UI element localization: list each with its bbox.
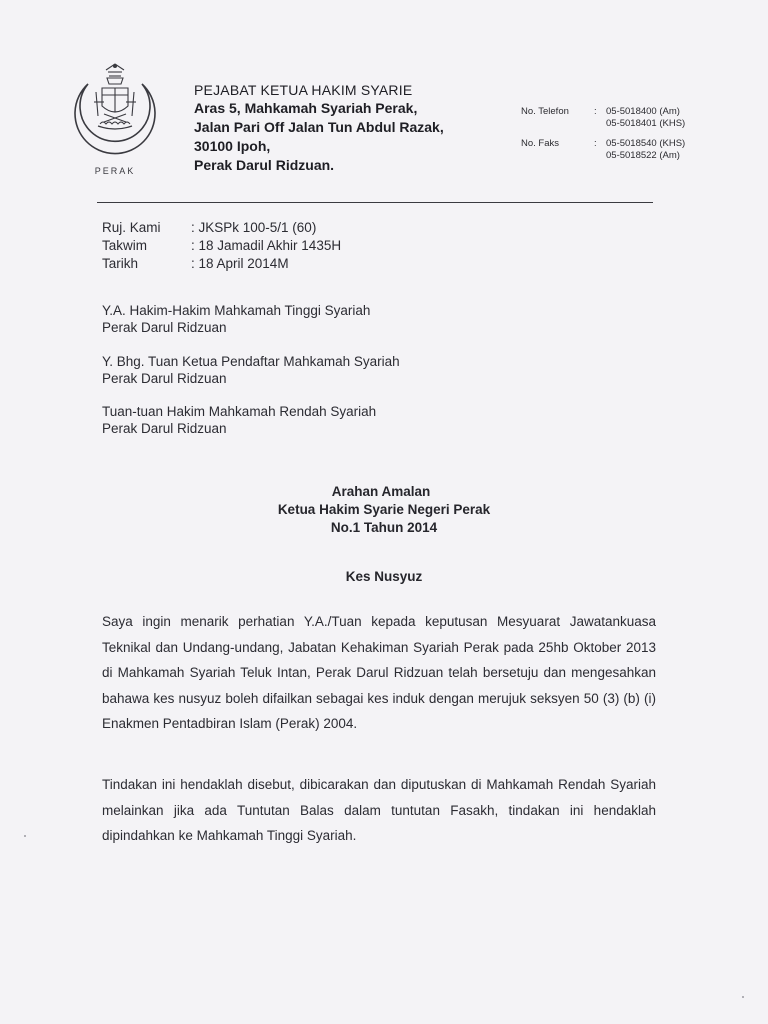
contact-info — [521, 106, 685, 170]
fax-value: 05-5018522 (Am) — [606, 149, 680, 161]
body-paragraph-1 — [102, 609, 656, 737]
scan-speck — [742, 996, 744, 998]
header-divider — [97, 202, 653, 203]
office-title: PEJABAT KETUA HAKIM SYARIE — [194, 82, 413, 98]
addressee-name: Y.A. Hakim-Hakim Mahkamah Tinggi Syariah — [102, 303, 371, 318]
fax-colon: : — [594, 138, 597, 149]
reference-label: Ruj. Kami — [102, 220, 161, 235]
paragraph-text: Tindakan ini hendaklah disebut, dibicarakan dan diputuskan di Mahkamah Rendah Syariah melainkan jika ada Tuntutan Balas dalam tuntutan Fasakh, tindakan ini hendaklah dipindahkan ke Mahkamah Tinggi Syariah. — [102, 777, 656, 843]
addressee-location: Perak Darul Ridzuan — [102, 320, 227, 335]
letterhead — [194, 82, 444, 175]
fax-value: 05-5018540 (KHS) — [606, 138, 686, 149]
heading-line-3: No.1 Tahun 2014 — [330, 520, 438, 535]
subject-title: Kes Nusyuz — [345, 569, 423, 584]
reference-value: : JKSPk 100-5/1 (60) — [191, 220, 317, 235]
addressee-name: Tuan-tuan Hakim Mahkamah Rendah Syariah — [102, 404, 377, 419]
reference-label: Tarikh — [102, 256, 139, 271]
address-line-1: Aras 5, Mahkamah Syariah Perak, — [194, 100, 418, 116]
reference-value: : 18 April 2014M — [191, 256, 289, 271]
phone-value: 05-5018400 (Am) — [606, 106, 680, 117]
phone-colon: : — [594, 106, 597, 117]
reference-value: : 18 Jamadil Akhir 1435H — [191, 238, 342, 253]
address-line-4: Perak Darul Ridzuan. — [194, 157, 335, 173]
phone-row — [521, 106, 685, 129]
perak-crest-logo — [68, 62, 162, 180]
addressee — [102, 302, 370, 336]
addressee — [102, 353, 400, 387]
addressee-name: Y. Bhg. Tuan Ketua Pendaftar Mahkamah Syariah — [102, 354, 400, 369]
fax-row — [521, 138, 685, 161]
heading-line-1: Arahan Amalan — [331, 484, 431, 499]
address-line-2: Jalan Pari Off Jalan Tun Abdul Razak, — [194, 119, 444, 135]
reference-row — [102, 255, 341, 273]
phone-label: No. Telefon — [521, 106, 569, 117]
fax-label: No. Faks — [521, 138, 560, 149]
paragraph-text: Saya ingin menarik perhatian Y.A./Tuan kepada keputusan Mesyuarat Jawatankuasa Teknikal dan Undang-undang, Jabatan Kehakiman Syariah Perak pada 25hb Oktober 2013 di Mahkamah Syariah Teluk Intan, Perak Darul Ridzuan telah bersetuju dan mengesahkan bahawa kes nusyuz boleh difailkan sebagai kes induk dengan merujuk seksyen 50 (3) (b) (i) Enakmen Pentadbiran Islam (Perak) 2004. — [102, 614, 656, 731]
document-heading — [0, 483, 768, 537]
body-paragraph-2 — [102, 772, 656, 849]
scan-speck — [24, 835, 26, 837]
reference-label: Takwim — [102, 238, 148, 253]
addressee-location: Perak Darul Ridzuan — [102, 421, 227, 436]
heading-line-2: Ketua Hakim Syarie Negeri Perak — [277, 502, 491, 517]
reference-row — [102, 219, 341, 237]
reference-block — [102, 219, 341, 273]
phone-value: 05-5018401 (KHS) — [606, 117, 686, 129]
addressee — [102, 403, 376, 437]
crest-label: PERAK — [94, 166, 136, 176]
addressee-location: Perak Darul Ridzuan — [102, 371, 227, 386]
address-line-3: 30100 Ipoh, — [194, 138, 271, 154]
reference-row — [102, 237, 341, 255]
